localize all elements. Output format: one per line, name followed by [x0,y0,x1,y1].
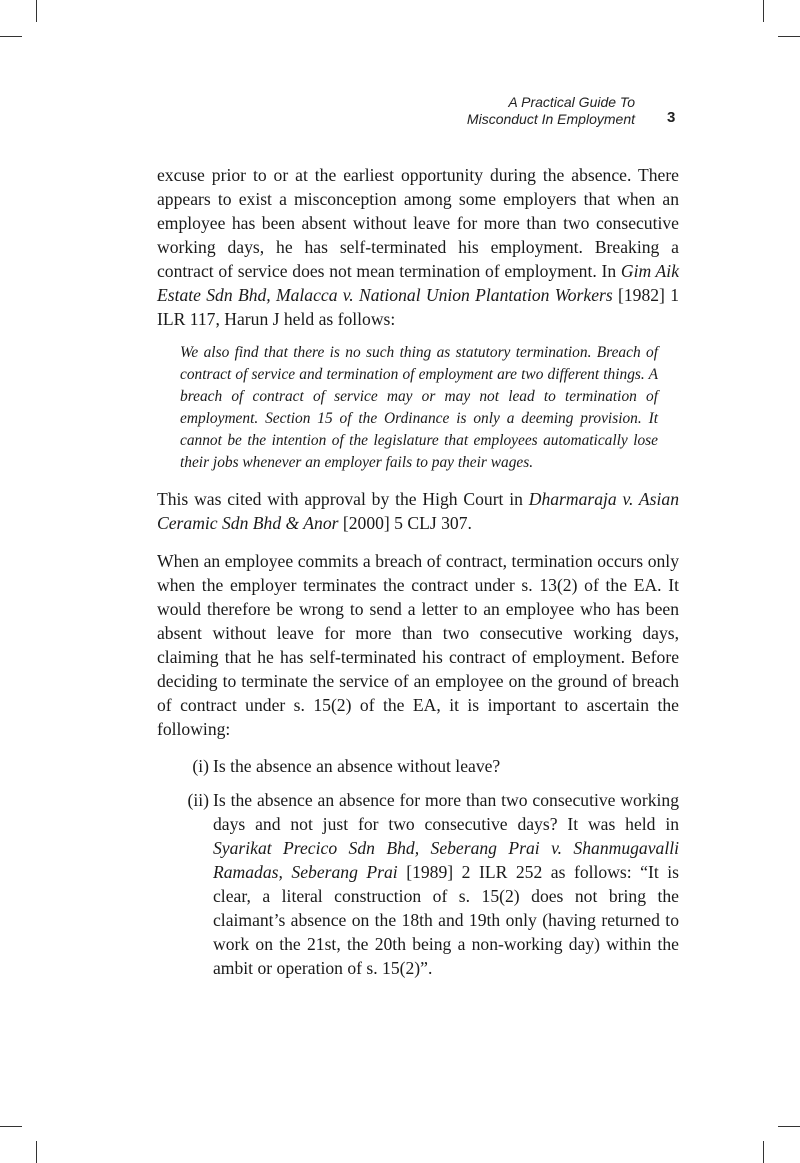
list-marker: (ii) [187,790,209,810]
running-title-line2: Misconduct In Employment [466,111,635,127]
crop-mark-bottom-right-h [778,1126,800,1127]
case-citation-dharmaraja: Dharmaraja v. Asian Ceramic Sdn Bhd & Anor [157,489,679,533]
crop-mark-bottom-left-v [36,1141,37,1163]
list-item-text: Is the absence an absence without leave? [213,756,501,776]
crop-mark-top-left-v [36,0,37,22]
running-head [467,94,635,128]
list-item-text [213,788,679,980]
paragraph-2 [157,487,679,535]
crop-mark-top-left-h [0,36,22,37]
paragraph-3: When an employee commits a breach of contract, termination occurs only when the employer terminates the contract under s. 13(2) of the EA. It would therefore be wrong to send a letter to an employee who has been absent without leave for more than two consecutive working days, claiming that he has self-terminated his contract of employment. Before deciding to terminate the service of an employee on the ground of breach of contract under s. 15(2) of the EA, it is important to ascertain the following: [157,551,679,739]
paragraph-1 [157,163,679,331]
page-number: 3 [667,109,676,126]
crop-mark-top-right-v [763,0,764,22]
list-item [157,788,679,980]
list-item-2-before: Is the absence an absence for more than two consecutive working days and not just for two consecutive days? It was held in [213,790,679,834]
list-item-2-after: [1989] 2 ILR 252 as follows: “It is clear, a literal construction of s. 15(2) does not bring the claimant’s absence on the 18th and 19th only (having returned to work on the 21st, the 20th being a non-working day) within the ambit or operation of s. 15(2)”. [213,862,679,978]
crop-mark-bottom-right-v [763,1141,764,1163]
paragraph-2-after: [2000] 5 CLJ 307. [338,513,472,533]
crop-mark-top-right-h [778,36,800,37]
block-quote: We also find that there is no such thing as statutory termination. Breach of contract of service and termination of employment are two different things. A breach of contract of service may or may not lead to termination of employment. Section 15 of the Ordinance is only a deeming provision. It cannot be the intention of the legislature that employees automatically lose their jobs whenever an employer fails to pay their wages. [180,344,658,471]
list-item [157,754,679,778]
running-title-line1: A Practical Guide To [508,94,635,110]
list-marker: (i) [192,756,209,776]
case-citation-gim-aik: Gim Aik Estate Sdn Bhd, Malacca v. National Union Plantation Workers [157,261,679,305]
question-list [157,754,679,990]
case-citation-syarikat-precico: Syarikat Precico Sdn Bhd, Seberang Prai v. Shanmugavalli Ramadas, Seberang Prai [213,838,679,882]
paragraph-1-after: [1982] 1 ILR 117, Harun J held as follows: [157,285,679,329]
paragraph-2-before: This was cited with approval by the High Court in [157,489,529,509]
crop-mark-bottom-left-h [0,1126,22,1127]
paragraph-1-text: excuse prior to or at the earliest opportunity during the absence. There appears to exist a misconception among some employers that when an employee has been absent without leave for more than two consecutive working days, he has self-terminated his employment. Breaking a contract of service does not mean termination of employment. In [157,165,679,281]
